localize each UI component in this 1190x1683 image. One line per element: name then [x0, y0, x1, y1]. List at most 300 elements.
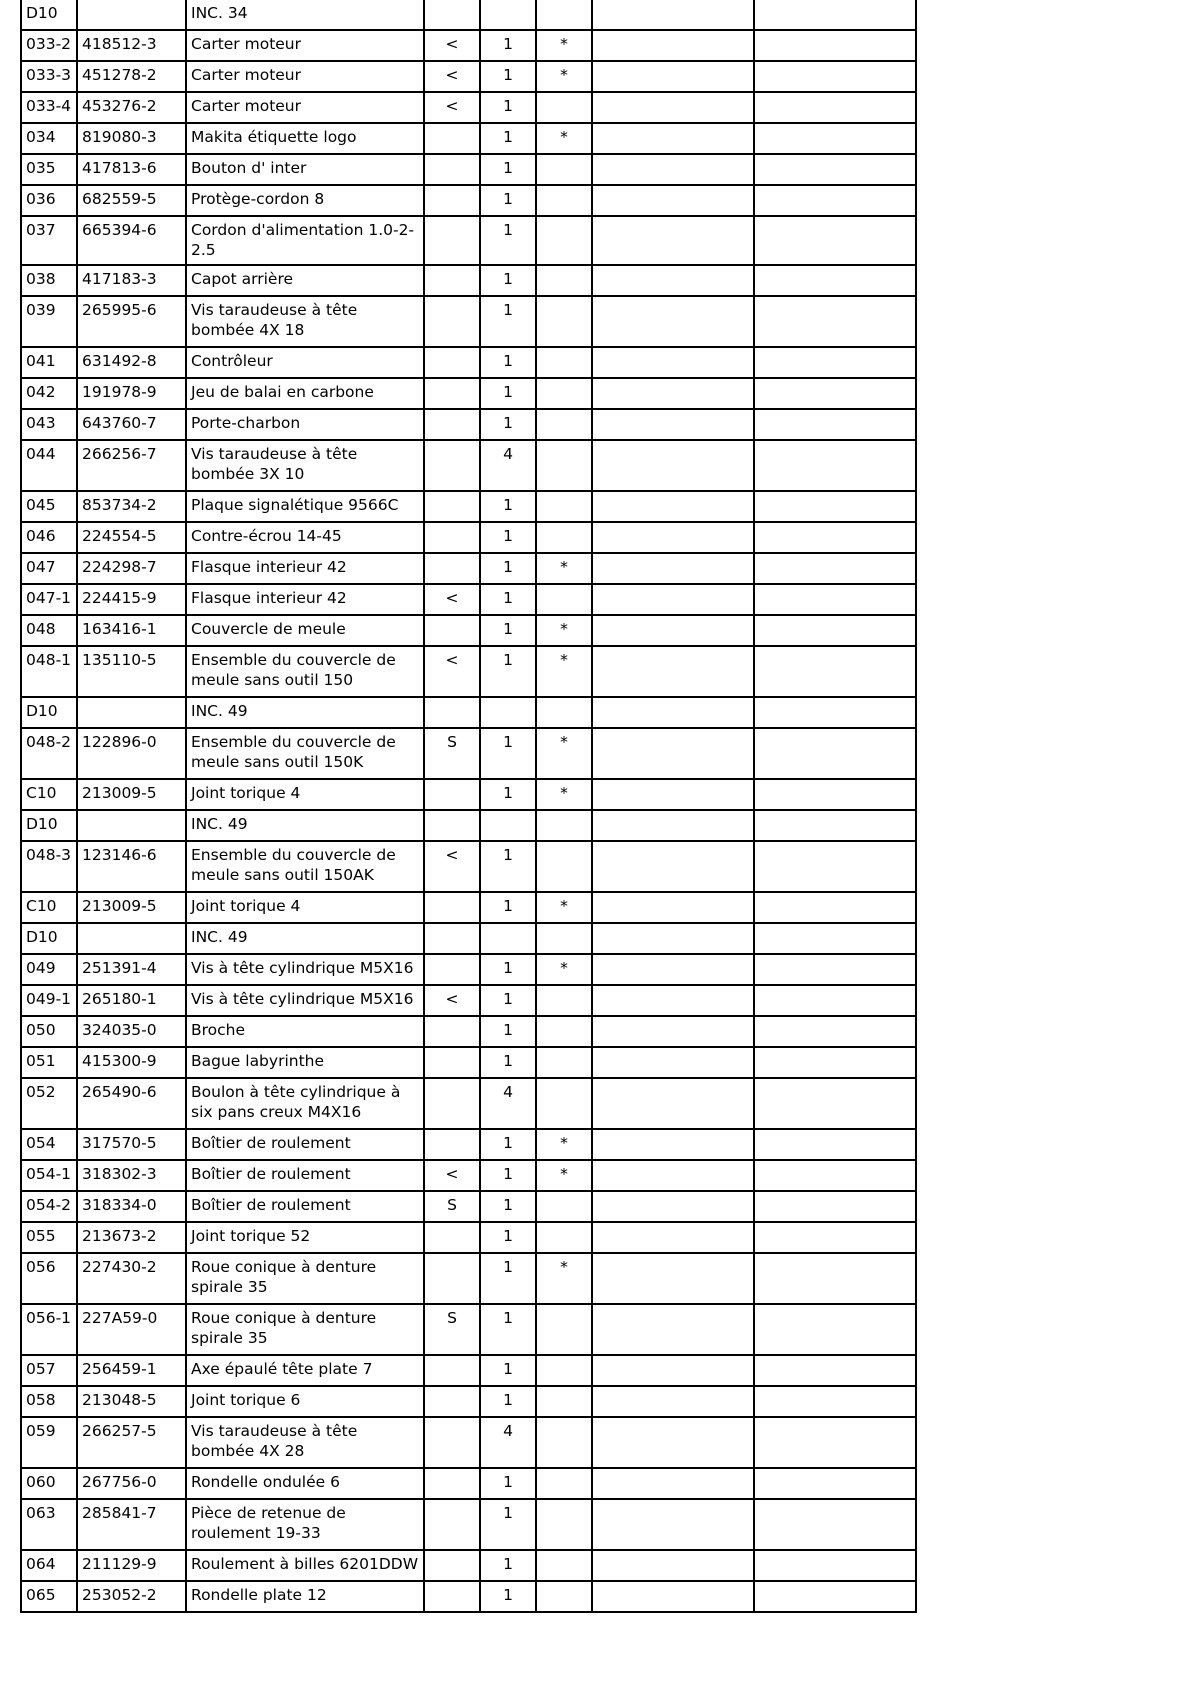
table-row	[21, 1581, 916, 1612]
description-cell: Ensemble du couvercle de meule sans outil 150	[186, 646, 424, 697]
empty-cell-1	[592, 1550, 754, 1581]
ref-no-cell: 056-1	[21, 1304, 77, 1355]
empty-cell-1	[592, 296, 754, 347]
change-mark-cell	[424, 378, 480, 409]
empty-cell-2	[754, 1550, 916, 1581]
empty-cell-2	[754, 0, 916, 30]
table-row	[21, 30, 916, 61]
empty-cell-1	[592, 440, 754, 491]
change-mark-cell	[424, 615, 480, 646]
change-mark-cell: <	[424, 92, 480, 123]
note-star-cell	[536, 985, 592, 1016]
empty-cell-1	[592, 30, 754, 61]
note-star-cell	[536, 440, 592, 491]
empty-cell-2	[754, 810, 916, 841]
table-row	[21, 779, 916, 810]
change-mark-cell	[424, 1468, 480, 1499]
part-number-cell: 163416-1	[77, 615, 186, 646]
empty-cell-1	[592, 779, 754, 810]
quantity-cell: 1	[480, 1386, 536, 1417]
description-cell: Rondelle ondulée 6	[186, 1468, 424, 1499]
empty-cell-1	[592, 409, 754, 440]
empty-cell-2	[754, 954, 916, 985]
empty-cell-2	[754, 1499, 916, 1550]
ref-no-cell: 048-3	[21, 841, 77, 892]
quantity-cell	[480, 923, 536, 954]
quantity-cell: 1	[480, 1160, 536, 1191]
note-star-cell: *	[536, 1160, 592, 1191]
note-star-cell	[536, 347, 592, 378]
note-star-cell: *	[536, 1129, 592, 1160]
note-star-cell	[536, 1016, 592, 1047]
ref-no-cell: 060	[21, 1468, 77, 1499]
part-number-cell: 123146-6	[77, 841, 186, 892]
empty-cell-2	[754, 296, 916, 347]
quantity-cell: 1	[480, 1016, 536, 1047]
quantity-cell: 1	[480, 61, 536, 92]
part-number-cell: 251391-4	[77, 954, 186, 985]
empty-cell-2	[754, 265, 916, 296]
empty-cell-1	[592, 954, 754, 985]
quantity-cell: 1	[480, 185, 536, 216]
table-row	[21, 1355, 916, 1386]
ref-no-cell: 057	[21, 1355, 77, 1386]
table-row	[21, 491, 916, 522]
part-number-cell: 213673-2	[77, 1222, 186, 1253]
description-cell: Couvercle de meule	[186, 615, 424, 646]
empty-cell-1	[592, 697, 754, 728]
quantity-cell	[480, 0, 536, 30]
part-number-cell: 224298-7	[77, 553, 186, 584]
empty-cell-2	[754, 30, 916, 61]
change-mark-cell	[424, 0, 480, 30]
change-mark-cell	[424, 779, 480, 810]
table-row	[21, 1468, 916, 1499]
ref-no-cell: 065	[21, 1581, 77, 1612]
part-number-cell: 819080-3	[77, 123, 186, 154]
description-cell: Flasque interieur 42	[186, 584, 424, 615]
empty-cell-1	[592, 216, 754, 265]
note-star-cell: *	[536, 553, 592, 584]
ref-no-cell: 054-1	[21, 1160, 77, 1191]
empty-cell-1	[592, 584, 754, 615]
description-cell: Carter moteur	[186, 30, 424, 61]
part-number-cell: 418512-3	[77, 30, 186, 61]
note-star-cell	[536, 1581, 592, 1612]
quantity-cell: 1	[480, 491, 536, 522]
empty-cell-1	[592, 92, 754, 123]
empty-cell-2	[754, 92, 916, 123]
description-cell: Pièce de retenue de roulement 19-33	[186, 1499, 424, 1550]
change-mark-cell	[424, 923, 480, 954]
part-number-cell: 417183-3	[77, 265, 186, 296]
description-cell: Axe épaulé tête plate 7	[186, 1355, 424, 1386]
change-mark-cell	[424, 1550, 480, 1581]
description-cell: Ensemble du couvercle de meule sans outil 150K	[186, 728, 424, 779]
empty-cell-2	[754, 1468, 916, 1499]
part-number-cell: 224415-9	[77, 584, 186, 615]
table-row	[21, 615, 916, 646]
table-row	[21, 1499, 916, 1550]
note-star-cell: *	[536, 615, 592, 646]
table-row	[21, 892, 916, 923]
note-star-cell	[536, 1078, 592, 1129]
quantity-cell: 1	[480, 1222, 536, 1253]
part-number-cell: 318334-0	[77, 1191, 186, 1222]
quantity-cell: 1	[480, 154, 536, 185]
note-star-cell	[536, 1355, 592, 1386]
quantity-cell: 1	[480, 92, 536, 123]
part-number-cell: 417813-6	[77, 154, 186, 185]
ref-no-cell: 045	[21, 491, 77, 522]
ref-no-cell: 044	[21, 440, 77, 491]
table-row	[21, 1160, 916, 1191]
description-cell: Plaque signalétique 9566C	[186, 491, 424, 522]
note-star-cell	[536, 409, 592, 440]
change-mark-cell: <	[424, 646, 480, 697]
empty-cell-2	[754, 1047, 916, 1078]
change-mark-cell: <	[424, 841, 480, 892]
ref-no-cell: 047-1	[21, 584, 77, 615]
table-row	[21, 265, 916, 296]
part-number-cell: 665394-6	[77, 216, 186, 265]
empty-cell-1	[592, 378, 754, 409]
description-cell: Rondelle plate 12	[186, 1581, 424, 1612]
change-mark-cell	[424, 892, 480, 923]
change-mark-cell	[424, 123, 480, 154]
ref-no-cell: 048	[21, 615, 77, 646]
empty-cell-2	[754, 615, 916, 646]
ref-no-cell: 042	[21, 378, 77, 409]
ref-no-cell: 052	[21, 1078, 77, 1129]
note-star-cell	[536, 1417, 592, 1468]
change-mark-cell	[424, 553, 480, 584]
description-cell: Joint torique 52	[186, 1222, 424, 1253]
part-number-cell: 122896-0	[77, 728, 186, 779]
change-mark-cell	[424, 1078, 480, 1129]
empty-cell-2	[754, 440, 916, 491]
empty-cell-2	[754, 123, 916, 154]
change-mark-cell	[424, 1355, 480, 1386]
note-star-cell	[536, 265, 592, 296]
note-star-cell	[536, 154, 592, 185]
table-row	[21, 1386, 916, 1417]
quantity-cell: 1	[480, 728, 536, 779]
description-cell: Bague labyrinthe	[186, 1047, 424, 1078]
table-row	[21, 92, 916, 123]
quantity-cell: 1	[480, 615, 536, 646]
empty-cell-2	[754, 522, 916, 553]
table-row	[21, 985, 916, 1016]
ref-no-cell: 048-1	[21, 646, 77, 697]
change-mark-cell	[424, 185, 480, 216]
description-cell: Cordon d'alimentation 1.0-2-2.5	[186, 216, 424, 265]
empty-cell-1	[592, 1016, 754, 1047]
empty-cell-1	[592, 646, 754, 697]
change-mark-cell	[424, 1386, 480, 1417]
description-cell: Flasque interieur 42	[186, 553, 424, 584]
note-star-cell	[536, 491, 592, 522]
table-row	[21, 954, 916, 985]
note-star-cell: *	[536, 779, 592, 810]
part-number-cell: 285841-7	[77, 1499, 186, 1550]
part-number-cell: 213009-5	[77, 892, 186, 923]
empty-cell-1	[592, 0, 754, 30]
empty-cell-2	[754, 347, 916, 378]
change-mark-cell	[424, 1047, 480, 1078]
empty-cell-1	[592, 1047, 754, 1078]
part-number-cell: 256459-1	[77, 1355, 186, 1386]
description-cell: Protège-cordon 8	[186, 185, 424, 216]
quantity-cell: 1	[480, 1304, 536, 1355]
change-mark-cell	[424, 154, 480, 185]
empty-cell-1	[592, 1160, 754, 1191]
ref-no-cell: 048-2	[21, 728, 77, 779]
empty-cell-2	[754, 728, 916, 779]
change-mark-cell	[424, 440, 480, 491]
description-cell: Carter moteur	[186, 92, 424, 123]
empty-cell-2	[754, 553, 916, 584]
description-cell: Vis taraudeuse à tête bombée 4X 18	[186, 296, 424, 347]
note-star-cell: *	[536, 892, 592, 923]
empty-cell-1	[592, 1129, 754, 1160]
description-cell: INC. 34	[186, 0, 424, 30]
table-row	[21, 61, 916, 92]
empty-cell-1	[592, 841, 754, 892]
quantity-cell: 1	[480, 1047, 536, 1078]
empty-cell-2	[754, 216, 916, 265]
note-star-cell	[536, 1304, 592, 1355]
note-star-cell: *	[536, 728, 592, 779]
quantity-cell: 1	[480, 296, 536, 347]
table-row	[21, 1550, 916, 1581]
table-row	[21, 841, 916, 892]
part-number-cell: 267756-0	[77, 1468, 186, 1499]
part-number-cell: 682559-5	[77, 185, 186, 216]
empty-cell-1	[592, 892, 754, 923]
ref-no-cell: 064	[21, 1550, 77, 1581]
note-star-cell	[536, 584, 592, 615]
quantity-cell: 1	[480, 409, 536, 440]
parts-list-sheet	[20, 0, 905, 1613]
ref-no-cell: D10	[21, 697, 77, 728]
change-mark-cell	[424, 1499, 480, 1550]
empty-cell-2	[754, 1222, 916, 1253]
empty-cell-1	[592, 1581, 754, 1612]
ref-no-cell: 059	[21, 1417, 77, 1468]
table-row	[21, 923, 916, 954]
change-mark-cell	[424, 697, 480, 728]
table-row	[21, 440, 916, 491]
note-star-cell: *	[536, 954, 592, 985]
ref-no-cell: 051	[21, 1047, 77, 1078]
change-mark-cell	[424, 1253, 480, 1304]
part-number-cell: 453276-2	[77, 92, 186, 123]
description-cell: Capot arrière	[186, 265, 424, 296]
note-star-cell	[536, 1550, 592, 1581]
table-row	[21, 347, 916, 378]
empty-cell-2	[754, 779, 916, 810]
quantity-cell: 1	[480, 1355, 536, 1386]
empty-cell-2	[754, 1191, 916, 1222]
quantity-cell: 1	[480, 553, 536, 584]
note-star-cell	[536, 1047, 592, 1078]
description-cell: Vis à tête cylindrique M5X16	[186, 954, 424, 985]
part-number-cell	[77, 810, 186, 841]
empty-cell-1	[592, 1304, 754, 1355]
empty-cell-1	[592, 522, 754, 553]
empty-cell-1	[592, 265, 754, 296]
change-mark-cell	[424, 296, 480, 347]
quantity-cell: 1	[480, 584, 536, 615]
part-number-cell: 318302-3	[77, 1160, 186, 1191]
quantity-cell: 1	[480, 779, 536, 810]
ref-no-cell: 046	[21, 522, 77, 553]
change-mark-cell: <	[424, 584, 480, 615]
change-mark-cell: S	[424, 1191, 480, 1222]
description-cell: Vis à tête cylindrique M5X16	[186, 985, 424, 1016]
quantity-cell: 1	[480, 892, 536, 923]
table-row	[21, 123, 916, 154]
table-row	[21, 1047, 916, 1078]
quantity-cell: 1	[480, 378, 536, 409]
change-mark-cell	[424, 954, 480, 985]
part-number-cell: 253052-2	[77, 1581, 186, 1612]
part-number-cell: 213048-5	[77, 1386, 186, 1417]
part-number-cell	[77, 923, 186, 954]
table-row	[21, 1253, 916, 1304]
table-row	[21, 522, 916, 553]
change-mark-cell	[424, 409, 480, 440]
description-cell: Jeu de balai en carbone	[186, 378, 424, 409]
change-mark-cell	[424, 1222, 480, 1253]
part-number-cell: 227430-2	[77, 1253, 186, 1304]
part-number-cell: 266257-5	[77, 1417, 186, 1468]
empty-cell-2	[754, 923, 916, 954]
quantity-cell: 1	[480, 1253, 536, 1304]
description-cell: Contrôleur	[186, 347, 424, 378]
change-mark-cell: S	[424, 1304, 480, 1355]
note-star-cell	[536, 1222, 592, 1253]
description-cell: Carter moteur	[186, 61, 424, 92]
note-star-cell	[536, 216, 592, 265]
part-number-cell: 227A59-0	[77, 1304, 186, 1355]
ref-no-cell: 034	[21, 123, 77, 154]
empty-cell-2	[754, 1417, 916, 1468]
description-cell: INC. 49	[186, 923, 424, 954]
quantity-cell: 1	[480, 646, 536, 697]
note-star-cell	[536, 1468, 592, 1499]
empty-cell-1	[592, 615, 754, 646]
empty-cell-2	[754, 1129, 916, 1160]
change-mark-cell	[424, 522, 480, 553]
quantity-cell: 1	[480, 522, 536, 553]
quantity-cell: 1	[480, 216, 536, 265]
empty-cell-1	[592, 1417, 754, 1468]
ref-no-cell: 038	[21, 265, 77, 296]
empty-cell-2	[754, 1386, 916, 1417]
quantity-cell: 1	[480, 123, 536, 154]
table-row	[21, 1129, 916, 1160]
table-row	[21, 154, 916, 185]
quantity-cell: 1	[480, 1468, 536, 1499]
part-number-cell: 317570-5	[77, 1129, 186, 1160]
description-cell: Porte-charbon	[186, 409, 424, 440]
ref-no-cell: D10	[21, 923, 77, 954]
part-number-cell: 213009-5	[77, 779, 186, 810]
empty-cell-1	[592, 1386, 754, 1417]
table-row	[21, 0, 916, 30]
note-star-cell	[536, 92, 592, 123]
empty-cell-2	[754, 1581, 916, 1612]
empty-cell-1	[592, 985, 754, 1016]
note-star-cell	[536, 1191, 592, 1222]
ref-no-cell: 049	[21, 954, 77, 985]
table-row	[21, 810, 916, 841]
note-star-cell: *	[536, 1253, 592, 1304]
empty-cell-1	[592, 154, 754, 185]
empty-cell-1	[592, 185, 754, 216]
ref-no-cell: 054	[21, 1129, 77, 1160]
quantity-cell: 1	[480, 347, 536, 378]
change-mark-cell	[424, 1417, 480, 1468]
parts-table-body	[21, 0, 916, 1612]
part-number-cell: 265180-1	[77, 985, 186, 1016]
ref-no-cell: 055	[21, 1222, 77, 1253]
empty-cell-2	[754, 1253, 916, 1304]
table-row	[21, 1191, 916, 1222]
table-row	[21, 378, 916, 409]
table-row	[21, 296, 916, 347]
change-mark-cell	[424, 810, 480, 841]
table-row	[21, 1016, 916, 1047]
table-row	[21, 728, 916, 779]
part-number-cell: 135110-5	[77, 646, 186, 697]
ref-no-cell: 035	[21, 154, 77, 185]
empty-cell-1	[592, 491, 754, 522]
empty-cell-2	[754, 1016, 916, 1047]
empty-cell-2	[754, 378, 916, 409]
empty-cell-1	[592, 123, 754, 154]
description-cell: INC. 49	[186, 810, 424, 841]
empty-cell-1	[592, 61, 754, 92]
note-star-cell: *	[536, 30, 592, 61]
change-mark-cell: <	[424, 985, 480, 1016]
note-star-cell: *	[536, 646, 592, 697]
quantity-cell: 4	[480, 440, 536, 491]
empty-cell-1	[592, 553, 754, 584]
ref-no-cell: 063	[21, 1499, 77, 1550]
part-number-cell: 324035-0	[77, 1016, 186, 1047]
description-cell: Roue conique à denture spirale 35	[186, 1304, 424, 1355]
part-number-cell: 191978-9	[77, 378, 186, 409]
ref-no-cell: 050	[21, 1016, 77, 1047]
quantity-cell: 1	[480, 1581, 536, 1612]
part-number-cell: 631492-8	[77, 347, 186, 378]
ref-no-cell: 056	[21, 1253, 77, 1304]
empty-cell-2	[754, 1160, 916, 1191]
note-star-cell: *	[536, 123, 592, 154]
change-mark-cell	[424, 265, 480, 296]
ref-no-cell: 033-3	[21, 61, 77, 92]
ref-no-cell: C10	[21, 892, 77, 923]
empty-cell-2	[754, 1355, 916, 1386]
ref-no-cell: 043	[21, 409, 77, 440]
empty-cell-1	[592, 1355, 754, 1386]
description-cell: Roulement à billes 6201DDW	[186, 1550, 424, 1581]
quantity-cell: 1	[480, 265, 536, 296]
change-mark-cell: <	[424, 61, 480, 92]
